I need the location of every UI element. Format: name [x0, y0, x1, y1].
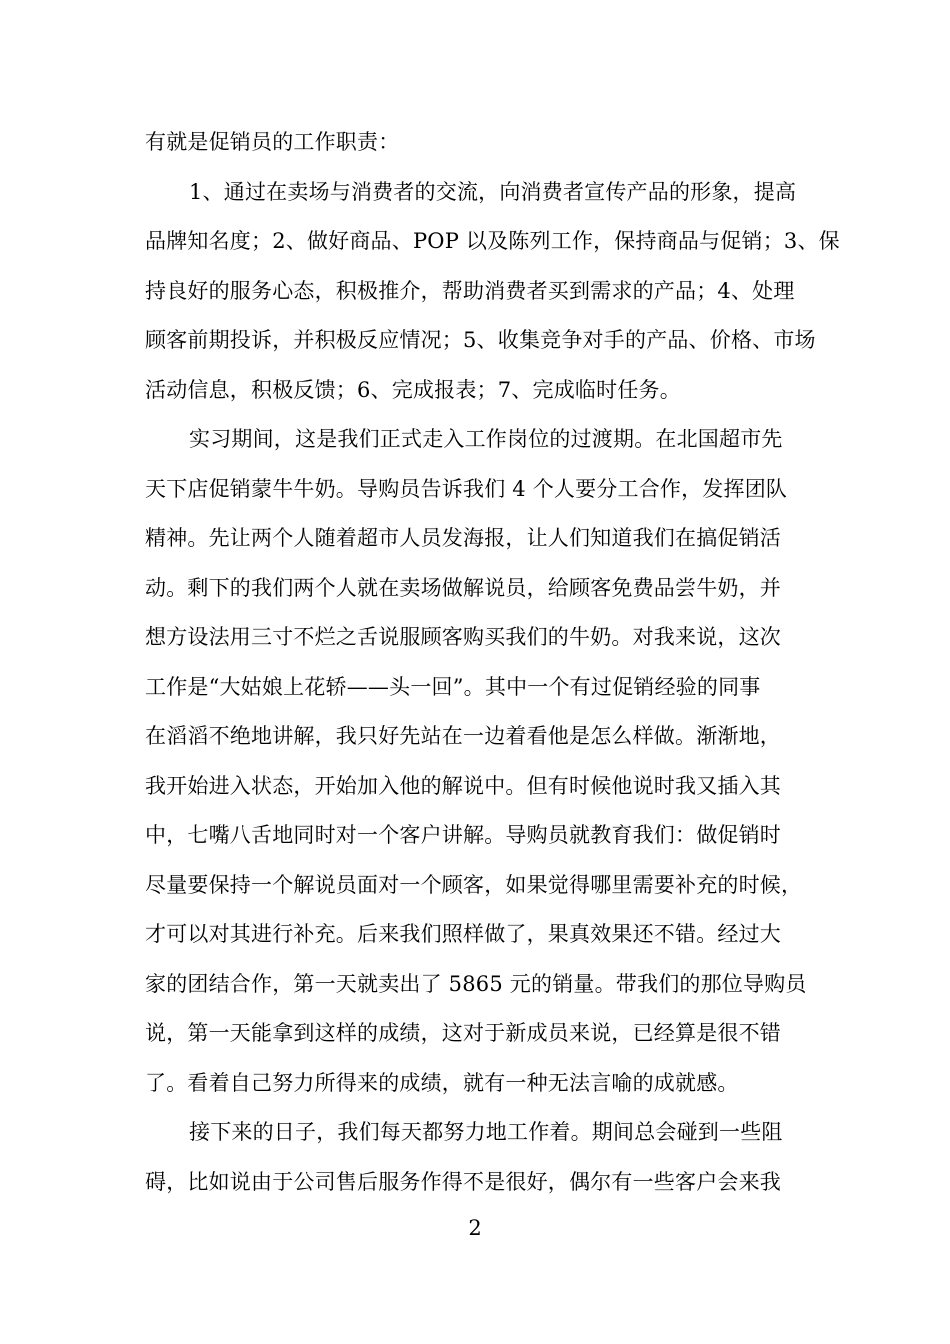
text-line: 工作是“大姑娘上花轿——头一回”。其中一个有过促销经验的同事	[145, 674, 761, 699]
text-line: 接下来的日子，我们每天都努力地工作着。期间总会碰到一些阻	[189, 1120, 783, 1144]
page-number: 2	[468, 1216, 482, 1240]
text-line: 精神。先让两个人随着超市人员发海报，让人们知道我们在搞促销活	[145, 526, 781, 550]
text-line: 想方设法用三寸不烂之舌说服顾客购买我们的牛奶。对我来说，这次	[145, 625, 781, 649]
text-line: 顾客前期投诉，并积极反应情况；5、收集竞争对手的产品、价格、市场	[145, 328, 816, 352]
text-line: 我开始进入状态，开始加入他的解说中。但有时候他说时我又插入其	[145, 773, 781, 798]
text-line: 有就是促销员的工作职责：	[145, 130, 400, 154]
text-line: 天下店促销蒙牛牛奶。导购员告诉我们 4 个人要分工合作，发挥团队	[145, 476, 788, 501]
text-line: 说，第一天能拿到这样的成绩，这对于新成员来说，已经算是很不错	[145, 1021, 781, 1045]
text-line: 了。看着自己努力所得来的成绩，就有一种无法言喻的成就感。	[145, 1070, 739, 1095]
text-line: 尽量要保持一个解说员面对一个顾客，如果觉得哪里需要补充的时候，	[145, 872, 803, 897]
body-text	[145, 118, 840, 1207]
text-line: 家的团结合作，第一天就卖出了 5865 元的销量。带我们的那位导购员	[145, 971, 807, 996]
text-line: 中，七嘴八舌地同时对一个客户讲解。导购员就教育我们：做促销时	[145, 823, 781, 847]
text-line: 才可以对其进行补充。后来我们照样做了，果真效果还不错。经过大	[145, 922, 781, 946]
text-line: 实习期间，这是我们正式走入工作岗位的过渡期。在北国超市先	[189, 427, 783, 451]
text-line: 动。剩下的我们两个人就在卖场做解说员，给顾客免费品尝牛奶，并	[145, 575, 781, 600]
text-line: 1、通过在卖场与消费者的交流，向消费者宣传产品的形象，提高	[189, 179, 797, 204]
text-line: 在滔滔不绝地讲解，我只好先站在一边着看他是怎么样做。渐渐地，	[145, 724, 781, 748]
text-line: 持良好的服务心态，积极推介，帮助消费者买到需求的产品；4、处理	[145, 278, 795, 303]
text-line: 活动信息，积极反馈；6、完成报表；7、完成临时任务。	[145, 377, 681, 402]
text-line: 碍，比如说由于公司售后服务作得不是很好，偶尔有一些客户会来我	[145, 1169, 781, 1194]
text-line: 品牌知名度；2、做好商品、POP 以及陈列工作，保持商品与促销；3、保	[145, 229, 840, 253]
